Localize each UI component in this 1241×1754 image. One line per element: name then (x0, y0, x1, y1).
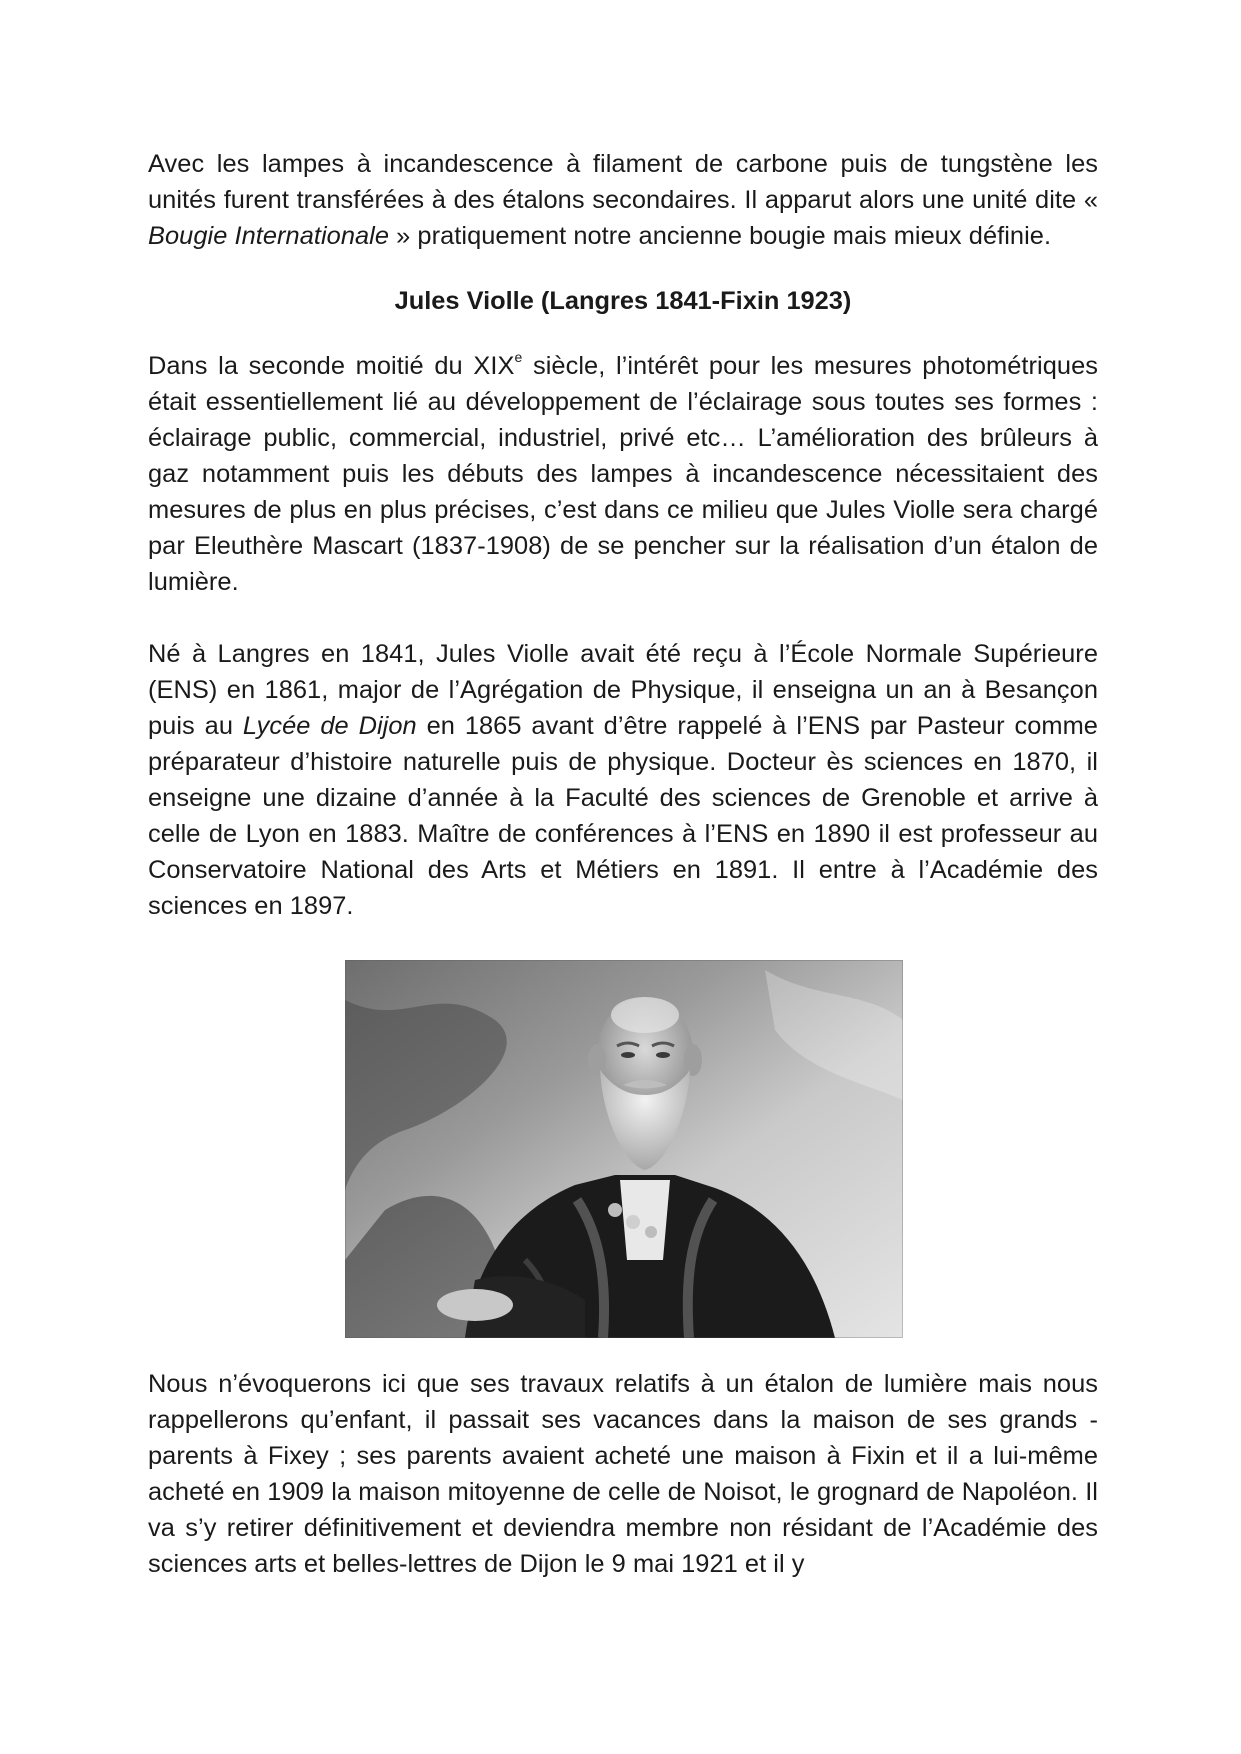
paragraph-1-text-a: Avec les lampes à incandescence à filament de carbone puis de tungstène les unités furent transférées à des étalons secondaires. Il apparut alors une unité dite « (148, 150, 1098, 214)
portrait-container (148, 960, 1098, 1338)
paragraph-2-superscript: e (514, 349, 523, 365)
paragraph-bougie-internationale (148, 146, 1098, 254)
paragraph-biography (148, 636, 1098, 924)
paragraph-1-text-b: » pratiquement notre ancienne bougie mais mieux définie. (389, 222, 1052, 250)
paragraph-2-text-a: Dans la seconde moitié du XIX (148, 352, 515, 380)
section-heading: Jules Violle (Langres 1841-Fixin 1923) (394, 287, 852, 315)
paragraph-3-italic: Lycée de Dijon (242, 712, 417, 740)
document-page (148, 146, 1098, 1582)
paragraph-3-text-a: Né à Langres en 1841, Jules Violle avait été reçu à l’École Normale Supérieure (ENS) en 1861, major de l’Agrégation de Physique, il enseigna un an à Besançon puis au (148, 640, 1098, 740)
paragraph-photometry-context (148, 348, 1098, 600)
paragraph-fixin: Nous n’évoquerons ici que ses travaux relatifs à un étalon de lumière mais nous rappellerons qu’enfant, il passait ses vacances dans la maison de ses grands - parents à Fixey ; ses parents avaient acheté une maison à Fixin et il a lui-même acheté en 1909 la maison mitoyenne de celle de Noisot, le grognard de Napoléon. Il va s’y retirer définitivement et deviendra membre non résidant de l’Académie des sciences arts et belles-lettres de Dijon le 9 mai 1921 et il y (148, 1370, 1098, 1578)
paragraph-3-text-b: en 1865 avant d’être rappelé à l’ENS par Pasteur comme préparateur d’histoire naturelle puis de physique. Docteur ès sciences en 1870, il enseigne une dizaine d’année à la Faculté des sciences de Grenoble et arrive à celle de Lyon en 1883. Maître de conférences à l’ENS en 1890 il est professeur au Conservatoire National des Arts et Métiers en 1891. Il entre à l’Académie des sciences en 1897. (148, 712, 1098, 920)
paragraph-1-italic: Bougie Internationale (148, 222, 390, 250)
portrait-photo (345, 960, 903, 1338)
paragraph-2-text-b: siècle, l’intérêt pour les mesures photométriques était essentiellement lié au développement de l’éclairage sous toutes ses formes : éclairage public, commercial, industriel, privé etc… L’amélioration des brûleurs à gaz notamment puis les débuts des lampes à incandescence nécessitaient des mesures de plus en plus précises, c’est dans ce milieu que Jules Violle sera chargé par Eleuthère Mascart (1837-1908) de se pencher sur la réalisation d’un étalon de lumière. (148, 352, 1098, 596)
